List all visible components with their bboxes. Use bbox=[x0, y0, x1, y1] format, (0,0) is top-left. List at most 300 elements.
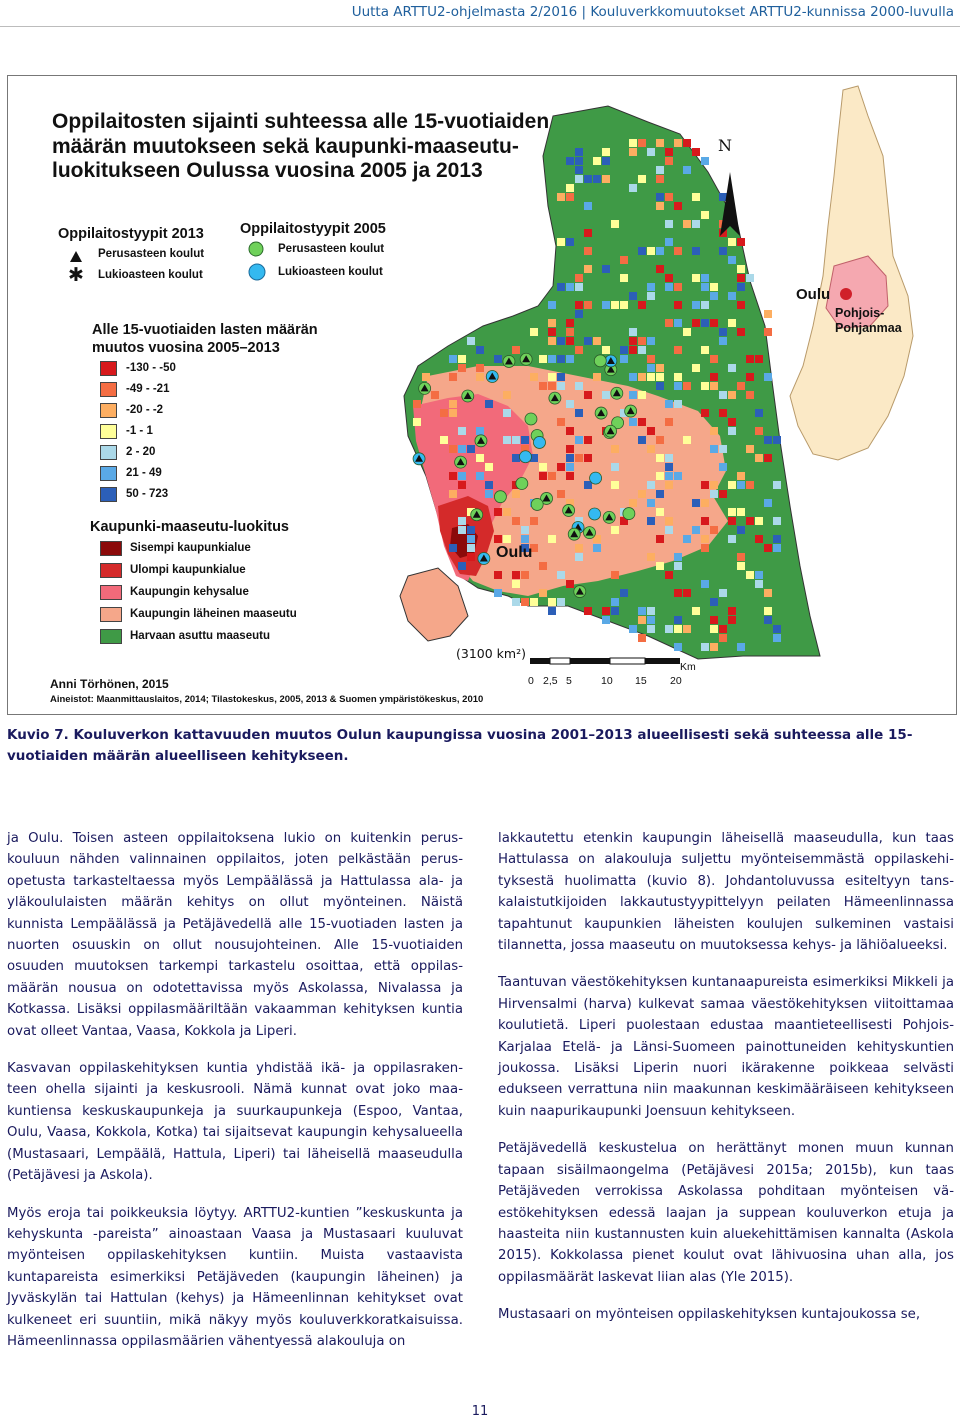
change-cell bbox=[674, 625, 682, 633]
change-cell bbox=[719, 490, 727, 498]
city-label: Oulu bbox=[496, 544, 533, 561]
change-cell bbox=[638, 436, 646, 444]
change-cell bbox=[530, 328, 538, 336]
change-cell bbox=[701, 535, 709, 543]
change-cell bbox=[683, 328, 691, 336]
change-cell bbox=[665, 454, 673, 462]
change-cell bbox=[548, 598, 556, 606]
change-cell bbox=[701, 319, 709, 327]
change-cell bbox=[647, 364, 655, 372]
change-cell bbox=[584, 391, 592, 399]
change-cell bbox=[530, 598, 538, 606]
change-cell bbox=[692, 526, 700, 534]
change-cell bbox=[755, 535, 763, 543]
running-header bbox=[0, 0, 960, 28]
change-cell bbox=[692, 607, 700, 615]
change-cell bbox=[764, 436, 772, 444]
change-cell bbox=[557, 418, 565, 426]
change-cell bbox=[566, 319, 574, 327]
change-cell bbox=[548, 301, 556, 309]
change-cell bbox=[638, 607, 646, 615]
change-cell bbox=[503, 409, 511, 417]
change-cell bbox=[665, 157, 673, 165]
scale-tick: 15 bbox=[635, 675, 647, 687]
change-cell bbox=[503, 508, 511, 516]
map-figure bbox=[7, 75, 957, 715]
change-cell bbox=[647, 616, 655, 624]
change-cell bbox=[674, 247, 682, 255]
change-cell bbox=[539, 463, 547, 471]
urban-rural-label: Harvaan asuttu maaseutu bbox=[130, 630, 270, 642]
change-cell bbox=[521, 598, 529, 606]
change-cell bbox=[746, 517, 754, 525]
change-cell bbox=[485, 400, 493, 408]
change-legend-swatch bbox=[100, 424, 117, 439]
change-cell bbox=[665, 283, 673, 291]
change-cell bbox=[494, 355, 502, 363]
change-cell bbox=[647, 607, 655, 615]
change-cell bbox=[485, 490, 493, 498]
school-2005-marker bbox=[589, 508, 601, 520]
change-cell bbox=[728, 391, 736, 399]
change-cell bbox=[728, 607, 736, 615]
north-label: N bbox=[718, 136, 732, 155]
change-cell bbox=[557, 382, 565, 390]
change-cell bbox=[692, 274, 700, 282]
change-cell bbox=[665, 526, 673, 534]
change-cell bbox=[728, 427, 736, 435]
inset-region-line1: Pohjois- bbox=[835, 306, 885, 320]
change-cell bbox=[755, 517, 763, 525]
change-cell bbox=[647, 292, 655, 300]
inset-oulu-marker bbox=[840, 288, 852, 300]
change-cell bbox=[746, 481, 754, 489]
change-cell bbox=[692, 319, 700, 327]
change-cell bbox=[665, 625, 673, 633]
change-cell bbox=[764, 373, 772, 381]
green-circle-icon bbox=[248, 241, 264, 257]
change-cell bbox=[494, 571, 502, 579]
change-legend-label: 2 - 20 bbox=[126, 446, 156, 458]
change-cell bbox=[737, 643, 745, 651]
urban-rural-label: Sisempi kaupunkialue bbox=[130, 542, 251, 554]
change-cell bbox=[728, 418, 736, 426]
change-cell bbox=[413, 400, 421, 408]
change-cell bbox=[647, 481, 655, 489]
change-cell bbox=[656, 193, 664, 201]
legend-heading-2005: Oppilaitostyypit 2005 bbox=[240, 221, 386, 237]
change-cell bbox=[692, 220, 700, 228]
change-cell bbox=[431, 391, 439, 399]
change-cell bbox=[638, 616, 646, 624]
change-cell bbox=[647, 517, 655, 525]
change-cell bbox=[575, 382, 583, 390]
change-cell bbox=[737, 301, 745, 309]
change-cell bbox=[503, 535, 511, 543]
change-cell bbox=[710, 355, 718, 363]
inset-region-line2: Pohjanmaa bbox=[835, 321, 902, 335]
change-cell bbox=[584, 301, 592, 309]
change-cell bbox=[449, 544, 457, 552]
change-cell bbox=[674, 301, 682, 309]
change-cell bbox=[764, 310, 772, 318]
change-cell bbox=[584, 265, 592, 273]
change-cell bbox=[539, 562, 547, 570]
change-cell bbox=[548, 319, 556, 327]
change-cell bbox=[575, 346, 583, 354]
school-2005-marker bbox=[623, 508, 635, 520]
change-cell bbox=[719, 391, 727, 399]
legend-item-basic-2013: Perusasteen koulut bbox=[98, 248, 205, 260]
change-cell bbox=[512, 580, 520, 588]
scale-bar bbox=[530, 658, 680, 664]
change-cell bbox=[683, 436, 691, 444]
change-cell bbox=[656, 139, 664, 147]
change-cell bbox=[566, 445, 574, 453]
change-cell bbox=[746, 391, 754, 399]
change-cell bbox=[485, 481, 493, 489]
change-cell bbox=[692, 193, 700, 201]
change-cell bbox=[557, 355, 565, 363]
running-header-text: Uutta ARTTU2-ohjelmasta 2/2016 | Kouluverkkomuutokset ARTTU2-kunnissa 2000-luvulla bbox=[351, 4, 954, 20]
paragraph: lakkautettu etenkin kaupungin läheisellä maaseudulla, kun taas Hattulassa on alakouluja suljettu myönteisemmästä oppilaskehityksestä huolimatta (kuvio 8). Johdantoluvussa esiteltyyn tanskalaistutkijoiden lakkautustyypittelyyn peilaten Hämeenlinnassa tapahtunut kaupunkien läheisten koulujen sulkeminen vastaisi tilannetta, jossa maaseutu on muutoksessa kehys- ja lähiöalueeksi. bbox=[498, 831, 954, 954]
change-cell bbox=[548, 607, 556, 615]
change-cell bbox=[674, 472, 682, 480]
change-cell bbox=[710, 625, 718, 633]
change-cell bbox=[566, 184, 574, 192]
change-cell bbox=[629, 292, 637, 300]
change-cell bbox=[656, 454, 664, 462]
change-cell bbox=[710, 643, 718, 651]
change-cell bbox=[647, 625, 655, 633]
change-cell bbox=[728, 481, 736, 489]
change-cell bbox=[764, 616, 772, 624]
change-cell bbox=[710, 490, 718, 498]
change-cell bbox=[566, 193, 574, 201]
change-cell bbox=[512, 346, 520, 354]
change-cell bbox=[476, 346, 484, 354]
change-cell bbox=[692, 499, 700, 507]
scale-tick: 20 bbox=[670, 675, 682, 687]
change-cell bbox=[575, 544, 583, 552]
change-cell bbox=[737, 328, 745, 336]
change-cell bbox=[584, 247, 592, 255]
school-2005-marker bbox=[594, 355, 606, 367]
urban-rural-swatch bbox=[100, 607, 122, 622]
change-cell bbox=[728, 508, 736, 516]
change-cell bbox=[575, 436, 583, 444]
change-cell bbox=[683, 382, 691, 390]
change-cell bbox=[476, 427, 484, 435]
change-cell bbox=[440, 436, 448, 444]
change-cell bbox=[638, 139, 646, 147]
change-cell bbox=[719, 634, 727, 642]
change-cell bbox=[701, 499, 709, 507]
urban-rural-swatch bbox=[100, 629, 122, 644]
school-2005-marker bbox=[519, 451, 531, 463]
change-cell bbox=[647, 553, 655, 561]
change-cell bbox=[773, 535, 781, 543]
change-cell bbox=[665, 571, 673, 579]
change-cell bbox=[737, 481, 745, 489]
change-cell bbox=[557, 193, 565, 201]
change-cell bbox=[440, 409, 448, 417]
change-cell bbox=[710, 292, 718, 300]
change-cell bbox=[656, 247, 664, 255]
change-cell bbox=[566, 238, 574, 246]
change-cell bbox=[557, 238, 565, 246]
change-cell bbox=[629, 625, 637, 633]
change-cell bbox=[665, 418, 673, 426]
change-cell bbox=[746, 445, 754, 453]
change-cell bbox=[449, 409, 457, 417]
urban-rural-label: Ulompi kaupunkialue bbox=[130, 564, 246, 576]
change-legend-label: -130 - -50 bbox=[126, 362, 176, 374]
change-cell bbox=[674, 319, 682, 327]
change-cell bbox=[602, 607, 610, 615]
right-column bbox=[498, 828, 954, 1342]
change-cell bbox=[656, 373, 664, 381]
change-cell bbox=[737, 526, 745, 534]
change-cell bbox=[566, 283, 574, 291]
change-legend-label: 21 - 49 bbox=[126, 467, 162, 479]
change-cell bbox=[674, 346, 682, 354]
triangle-icon bbox=[70, 251, 82, 262]
change-cell bbox=[647, 337, 655, 345]
legend-item-upper-2013: Lukioasteen koulut bbox=[98, 269, 203, 281]
change-cell bbox=[557, 337, 565, 345]
change-cell bbox=[656, 265, 664, 273]
change-cell bbox=[638, 490, 646, 498]
change-cell bbox=[692, 148, 700, 156]
change-cell bbox=[575, 454, 583, 462]
change-cell bbox=[521, 571, 529, 579]
change-cell bbox=[557, 571, 565, 579]
change-cell bbox=[629, 418, 637, 426]
change-cell bbox=[566, 355, 574, 363]
change-cell bbox=[737, 553, 745, 561]
legend-item-basic-2005: Perusasteen koulut bbox=[278, 243, 385, 255]
change-cell bbox=[674, 373, 682, 381]
change-cell bbox=[656, 436, 664, 444]
change-cell bbox=[764, 454, 772, 462]
change-cell bbox=[611, 598, 619, 606]
scale-tick: 2,5 bbox=[543, 675, 558, 687]
left-column bbox=[7, 828, 463, 1368]
change-legend-swatch bbox=[100, 445, 117, 460]
change-cell bbox=[656, 364, 664, 372]
blue-circle-icon bbox=[248, 263, 266, 281]
change-cell bbox=[575, 301, 583, 309]
change-cell bbox=[683, 535, 691, 543]
school-2005-marker bbox=[516, 478, 528, 490]
change-cell bbox=[476, 472, 484, 480]
change-cell bbox=[728, 256, 736, 264]
change-cell bbox=[584, 337, 592, 345]
change-cell bbox=[620, 256, 628, 264]
change-cell bbox=[710, 283, 718, 291]
urban-rural-swatch bbox=[100, 563, 122, 578]
change-cell bbox=[665, 274, 673, 282]
change-cell bbox=[638, 175, 646, 183]
change-cell bbox=[701, 274, 709, 282]
paragraph: Myös eroja tai poikkeuksia löytyy. ARTTU2-kuntien ”keskuskunta ja kehyskunta -pareista” ainoastaan Vaasa ja Mustasaari kuuluvat myönteisen oppilaskehityksen kuntiin. Muista vastaavista kuntapareista esimerkiksi Petäjäveden (kaupungin läheinen) ja Jyväskylän tai Hattulan (kehys) ja Hämeenlinnan kehitykset ovat kulkeneet eri suuntiin, mikä näkyy myös kouluverkkoratkaisuissa. Hämeenlinnassa oppilasmäärien vähentyessä alakouluja on bbox=[7, 1205, 463, 1349]
school-2005-marker bbox=[590, 472, 602, 484]
change-cell bbox=[683, 220, 691, 228]
change-cell bbox=[584, 436, 592, 444]
change-cell bbox=[674, 643, 682, 651]
scale-unit: Km bbox=[680, 661, 696, 673]
change-cell bbox=[485, 463, 493, 471]
change-cell bbox=[494, 535, 502, 543]
change-cell bbox=[575, 310, 583, 318]
change-cell bbox=[467, 553, 475, 561]
change-cell bbox=[728, 364, 736, 372]
change-cell bbox=[764, 544, 772, 552]
change-cell bbox=[719, 337, 727, 345]
change-cell bbox=[512, 436, 520, 444]
change-cell bbox=[737, 472, 745, 480]
change-cell bbox=[683, 589, 691, 597]
change-cell bbox=[665, 148, 673, 156]
change-legend-heading-1: Alle 15-vuotiaiden lasten määrän bbox=[92, 322, 318, 338]
change-cell bbox=[728, 319, 736, 327]
change-cell bbox=[458, 517, 466, 525]
change-cell bbox=[656, 535, 664, 543]
change-legend-label: 50 - 723 bbox=[126, 488, 169, 500]
change-cell bbox=[611, 481, 619, 489]
change-cell bbox=[611, 301, 619, 309]
change-cell bbox=[647, 499, 655, 507]
change-cell bbox=[728, 535, 736, 543]
change-cell bbox=[584, 607, 592, 615]
change-cell bbox=[665, 400, 673, 408]
change-cell bbox=[521, 526, 529, 534]
change-cell bbox=[566, 463, 574, 471]
change-cell bbox=[737, 382, 745, 390]
urban-rural-label: Kaupungin kehysalue bbox=[130, 586, 249, 598]
change-cell bbox=[755, 355, 763, 363]
change-cell bbox=[566, 328, 574, 336]
change-cell bbox=[611, 607, 619, 615]
change-cell bbox=[566, 454, 574, 462]
change-cell bbox=[674, 202, 682, 210]
change-cell bbox=[728, 517, 736, 525]
change-cell bbox=[728, 238, 736, 246]
change-cell bbox=[674, 553, 682, 561]
change-cell bbox=[665, 238, 673, 246]
change-cell bbox=[584, 454, 592, 462]
change-cell bbox=[665, 472, 673, 480]
legend-heading-2013: Oppilaitostyypit 2013 bbox=[58, 226, 204, 242]
change-legend-swatch bbox=[100, 361, 117, 376]
change-cell bbox=[467, 337, 475, 345]
change-cell bbox=[548, 472, 556, 480]
change-cell bbox=[737, 283, 745, 291]
change-cell bbox=[449, 400, 457, 408]
change-cell bbox=[557, 373, 565, 381]
paragraph: ja Oulu. Toisen asteen oppilaitoksena lukio on kuitenkin peruskouluun nähden valinnainen oppilaitos, joten pelkästään perusopetusta tarkasteltaessa myös Lempäälässä ja Hattulassa ala- ja yläkoululaisten määrän kehitys on ollut myönteinen. Näistä kunnista Lempäälässä ja Petäjävedellä alle 15-vuotiaden lasten ja nuorten osuuskin on ollut nousujohteinen. Alle 15-vuotiaiden osuuden muutoksen tarkempi tarkastelu osoittaa, että oppilasmäärän nousua on odotettavissa myös Askolassa, Nivalassa ja Kotkassa. Lisäksi oppilasmääriltään vakaamman kehityksen kuntia ovat olleet Vantaa, Vaasa, Kokkola ja Liperi. bbox=[7, 831, 463, 1039]
change-cell bbox=[620, 274, 628, 282]
change-cell bbox=[512, 598, 520, 606]
change-cell bbox=[602, 616, 610, 624]
change-cell bbox=[647, 283, 655, 291]
change-cell bbox=[620, 355, 628, 363]
change-cell bbox=[530, 517, 538, 525]
change-cell bbox=[521, 436, 529, 444]
change-cell bbox=[575, 274, 583, 282]
change-cell bbox=[710, 427, 718, 435]
change-cell bbox=[674, 400, 682, 408]
change-cell bbox=[710, 526, 718, 534]
change-cell bbox=[620, 301, 628, 309]
change-cell bbox=[638, 634, 646, 642]
urban-rural-label: Kaupungin läheinen maaseutu bbox=[130, 608, 297, 620]
change-cell bbox=[548, 382, 556, 390]
change-cell bbox=[602, 391, 610, 399]
change-cell bbox=[665, 193, 673, 201]
change-cell bbox=[773, 436, 781, 444]
school-2005-marker bbox=[531, 498, 543, 510]
change-cell bbox=[719, 463, 727, 471]
change-cell bbox=[710, 598, 718, 606]
change-cell bbox=[674, 562, 682, 570]
change-cell bbox=[458, 364, 466, 372]
change-cell bbox=[413, 418, 421, 426]
change-cell bbox=[629, 337, 637, 345]
change-cell bbox=[746, 373, 754, 381]
change-cell bbox=[746, 274, 754, 282]
change-cell bbox=[458, 355, 466, 363]
change-cell bbox=[719, 328, 727, 336]
change-cell bbox=[476, 454, 484, 462]
header-divider bbox=[0, 26, 960, 27]
change-cell bbox=[620, 589, 628, 597]
change-cell bbox=[701, 211, 709, 219]
scale-tick: 0 bbox=[528, 675, 534, 687]
change-cell bbox=[656, 202, 664, 210]
change-cell bbox=[566, 400, 574, 408]
change-cell bbox=[638, 418, 646, 426]
change-cell bbox=[710, 445, 718, 453]
change-cell bbox=[647, 445, 655, 453]
paragraph: Petäjävedellä keskustelua on herättänyt monen muun kunnan tapaan sisäilmaongelma (Petäjävesi 2015a; 2015b), kun taas Petäjäveden verrokissa Askolassa pohditaan myönteisen väestökehityksen edessä laajan ja suppean kouluverkon etuja ja haasteita niin kustannusten kuin aluekehittämisen kannalta (Askola 2015). Kokkolassa pienet koulut ovat lähivuosina uhan alla, jos oppilasmäärät laskevat liian alas (Yle 2015). bbox=[498, 1141, 954, 1285]
change-cell bbox=[728, 616, 736, 624]
change-cell bbox=[629, 499, 637, 507]
change-cell bbox=[773, 544, 781, 552]
change-cell bbox=[737, 238, 745, 246]
change-cell bbox=[701, 544, 709, 552]
change-cell bbox=[665, 517, 673, 525]
change-cell bbox=[539, 589, 547, 597]
figure-caption: Kuvio 7. Kouluverkon kattavuuden muutos Oulun kaupungissa vuosina 2001–2013 alueellisesti sekä suhteessa alle 15-vuotiaiden määrän alueelliseen kehitykseen. bbox=[7, 727, 913, 764]
map-sources: Aineistot: Maanmittauslaitos, 2014; Tilastokeskus, 2005, 2013 & Suomen ympäristökeskus, 2010 bbox=[50, 694, 484, 705]
change-legend-swatch bbox=[100, 466, 117, 481]
inset-region-label bbox=[835, 306, 902, 336]
map-title: Oppilaitosten sijainti suhteessa alle 15-vuotiaiden määrän muutokseen sekä kaupunki-maaseutu-luokitukseen Oulussa vuosina 2005 ja 2013 bbox=[52, 110, 550, 182]
change-cell bbox=[449, 355, 457, 363]
change-legend-label: -20 - -2 bbox=[126, 404, 164, 416]
change-cell bbox=[764, 607, 772, 615]
change-cell bbox=[764, 499, 772, 507]
change-cell bbox=[467, 526, 475, 534]
change-cell bbox=[773, 625, 781, 633]
change-cell bbox=[557, 598, 565, 606]
change-cell bbox=[494, 508, 502, 516]
change-cell bbox=[674, 616, 682, 624]
change-cell bbox=[755, 409, 763, 417]
scale-tick: 10 bbox=[601, 675, 613, 687]
